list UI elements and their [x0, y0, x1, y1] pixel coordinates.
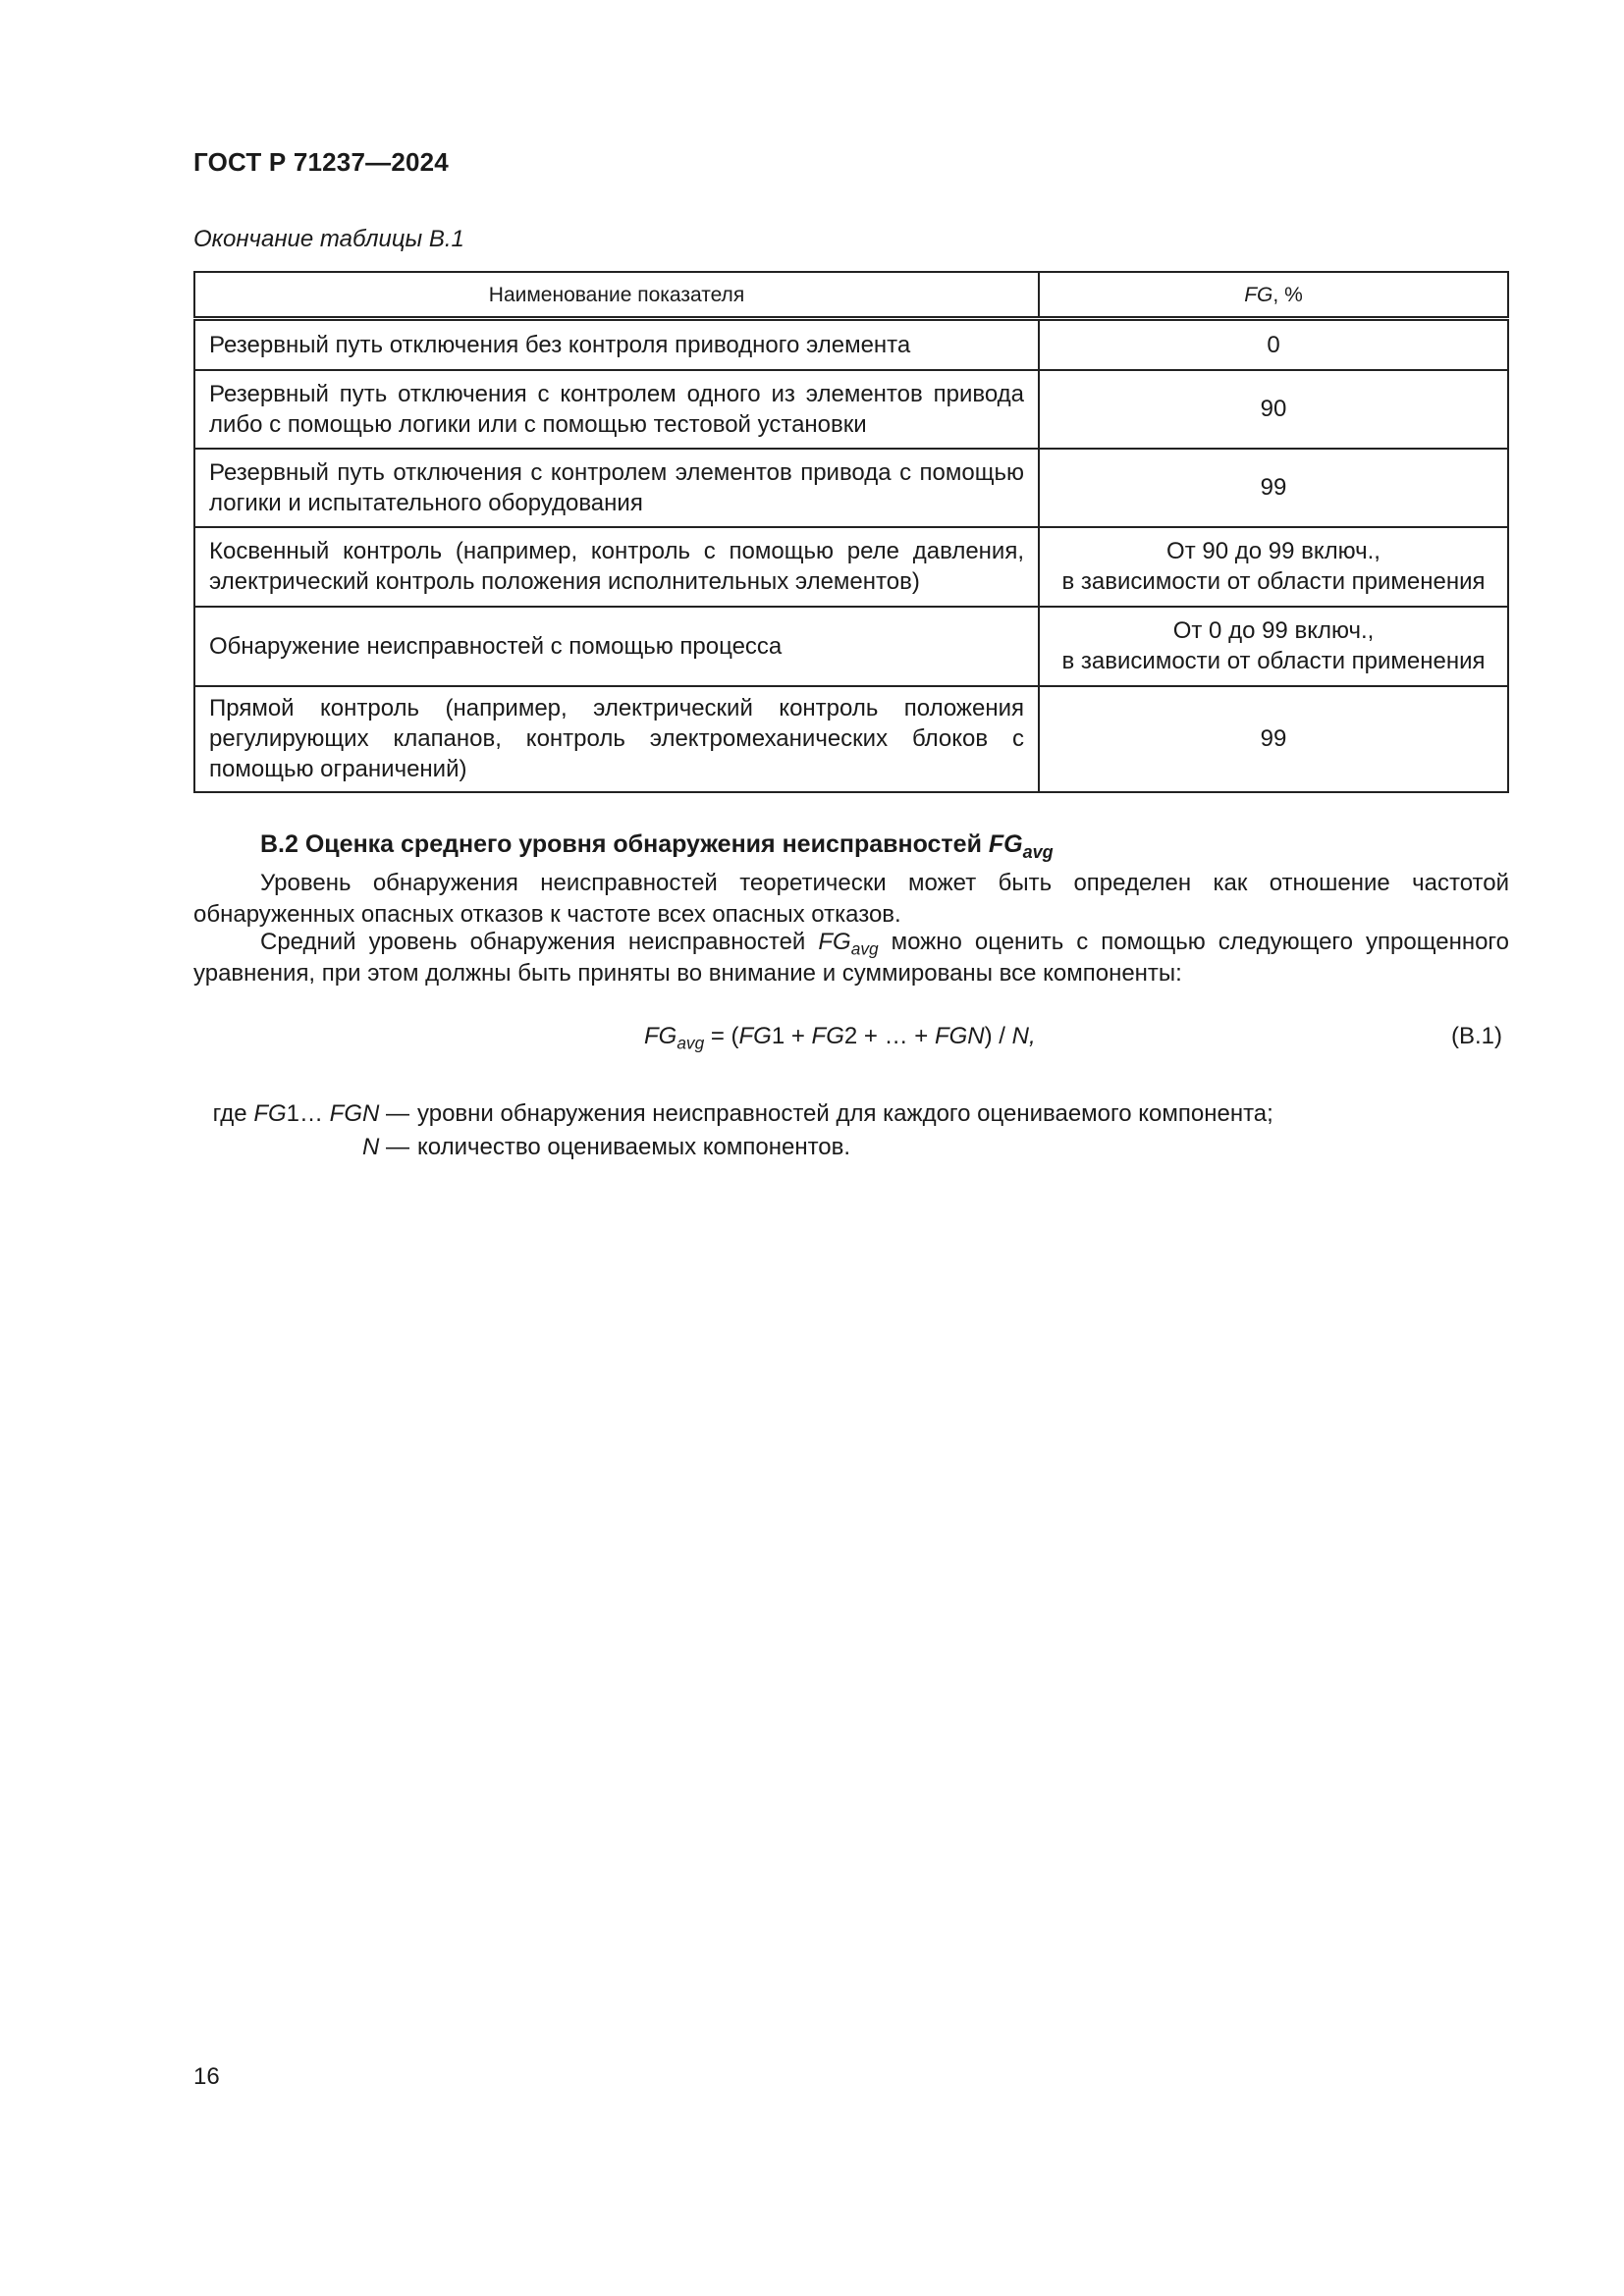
definition-row [193, 1131, 1509, 1164]
avg-subscript: avg [1022, 841, 1054, 862]
fg-scope: в зависимости от области применения [1061, 648, 1486, 674]
formula-operator: = ( [704, 1023, 739, 1049]
table-row [194, 607, 1508, 686]
page-number: 16 [193, 2063, 220, 2090]
term-symbol: 1… [286, 1100, 330, 1127]
fg-symbol: FG [818, 929, 851, 955]
paragraph-text: Средний уровень обнаружения неисправностей [260, 929, 819, 955]
row-name: Прямой контроль (например, электрический контроль положения регулирующих клапанов, контроль электромеханических блоков с помощью ограничений) [194, 686, 1039, 792]
row-name: Обнаружение неисправностей с помощью процесса [194, 607, 1039, 686]
definition-text: уровни обнаружения неисправностей для каждого оцениваемого компонента; [417, 1100, 1273, 1127]
paragraph-definition: Уровень обнаружения неисправностей теоретически может быть определен как отношение частотой обнаруженных опасных отказов к частоте всех опасных отказов. [193, 870, 1509, 928]
table-row [194, 449, 1508, 527]
table-row [194, 527, 1508, 607]
fg-symbol: FG [644, 1023, 677, 1049]
row-fg-value: 0 [1039, 319, 1508, 370]
where-prefix: где [212, 1100, 254, 1127]
formula-lhs [644, 1023, 705, 1053]
formula-operator: 1 + [771, 1023, 812, 1049]
fg-symbol: FG [988, 830, 1023, 858]
formula-term: FG [738, 1023, 772, 1049]
formula-term: N, [1011, 1023, 1036, 1049]
fg-range: От 0 до 99 включ., [1172, 617, 1375, 644]
formula-term: FG [811, 1023, 844, 1049]
table-row [194, 319, 1508, 370]
formula-operator: ) / [984, 1023, 1012, 1049]
indicators-table [193, 271, 1509, 793]
term-dash: — [379, 1100, 409, 1127]
definition-term [193, 1097, 409, 1131]
section-heading-text: В.2 Оценка среднего уровня обнаружения неисправностей [260, 830, 989, 858]
fg-avg-variable [988, 830, 1054, 862]
formula-operator: 2 + … + [843, 1023, 935, 1049]
formula-term: FGN [934, 1023, 985, 1049]
definition-term [193, 1131, 409, 1164]
column-header-fg [1039, 272, 1508, 319]
paragraph-estimation [193, 927, 1509, 989]
definition-row [193, 1097, 1509, 1131]
row-fg-value: 99 [1039, 686, 1508, 792]
table-header-row [194, 272, 1508, 319]
fg-unit: , % [1272, 283, 1303, 306]
row-fg-value [1039, 527, 1508, 607]
fg-avg-variable [818, 929, 879, 959]
term-symbol: FGN [329, 1100, 380, 1127]
avg-subscript: avg [677, 1033, 705, 1053]
row-name: Резервный путь отключения без контроля приводного элемента [194, 319, 1039, 370]
term-symbol: FG [253, 1100, 287, 1127]
section-heading [260, 830, 1054, 862]
term-dash: — [379, 1134, 409, 1160]
row-name: Резервный путь отключения с контролем элементов привода с помощью логики и испытательного оборудования [194, 449, 1039, 527]
fg-scope: в зависимости от области применения [1061, 568, 1486, 595]
formula-number: (В.1) [1451, 1023, 1503, 1049]
fg-range: От 90 до 99 включ., [1166, 538, 1380, 564]
column-header-name: Наименование показателя [194, 272, 1039, 319]
formula [644, 1021, 1036, 1052]
variable-definitions [193, 1097, 1509, 1164]
fg-variable: FG [1244, 283, 1273, 306]
term-symbol: N [361, 1134, 380, 1160]
document-header: ГОСТ Р 71237—2024 [193, 147, 449, 177]
table-row [194, 686, 1508, 792]
table-row [194, 370, 1508, 449]
row-fg-value: 99 [1039, 449, 1508, 527]
row-name: Резервный путь отключения с контролем одного из элементов привода либо с помощью логики или с помощью тестовой установки [194, 370, 1039, 449]
row-name: Косвенный контроль (например, контроль с помощью реле давления, электрический контроль положения исполнительных элементов) [194, 527, 1039, 607]
row-fg-value [1039, 607, 1508, 686]
definition-text: количество оцениваемых компонентов. [417, 1134, 851, 1160]
avg-subscript: avg [850, 938, 879, 959]
paragraph-text: можно оценить с помощью следующего упрощенного уравнения, при этом должны быть приняты во внимание и суммированы все компоненты: [193, 929, 1509, 987]
table-caption: Окончание таблицы В.1 [193, 226, 464, 252]
row-fg-value: 90 [1039, 370, 1508, 449]
